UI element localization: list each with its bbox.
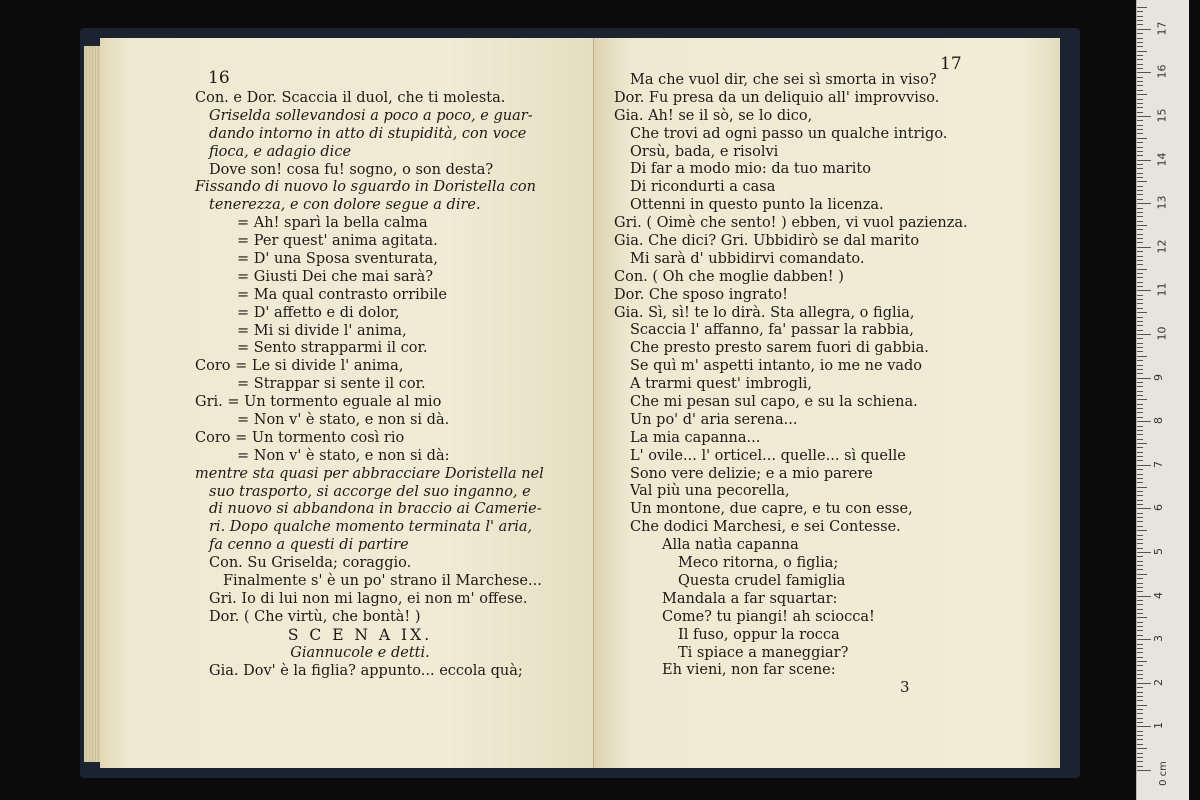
ruler-tick <box>1137 609 1143 610</box>
text-line: Gia. Che dici? Gri. Ubbidirò se dal marito <box>614 233 920 250</box>
text-line: Orsù, bada, e risolvi <box>630 143 779 160</box>
ruler-tick <box>1137 194 1143 195</box>
ruler-tick <box>1137 687 1143 688</box>
ruler-tick <box>1137 125 1143 126</box>
ruler-tick <box>1137 33 1143 34</box>
ruler-tick <box>1137 574 1147 575</box>
text-line: Di far a modo mio: da tuo marito <box>630 161 871 178</box>
ruler-tick <box>1137 42 1143 43</box>
ruler-tick <box>1137 452 1143 453</box>
ruler-tick <box>1137 391 1143 392</box>
ruler-tick <box>1137 474 1143 475</box>
ruler-tick <box>1137 312 1147 313</box>
text-line: Dor. ( Che virtù, che bontà! ) <box>209 608 421 625</box>
text-line: = D' affetto e di dolor, <box>237 304 400 321</box>
text-line: Sono vere delizie; e a mio parere <box>630 465 873 482</box>
text-line: mentre sta quasi per abbracciare Doristella nel <box>195 465 544 482</box>
text-line: Ma che vuol dir, che sei sì smorta in viso? <box>630 72 937 88</box>
ruler-tick <box>1137 29 1151 30</box>
ruler-tick <box>1137 705 1147 706</box>
text-line: Finalmente s' è un po' strano il Marchese... <box>223 573 542 590</box>
ruler-tick <box>1137 142 1143 143</box>
ruler-tick <box>1137 81 1143 82</box>
ruler-tick <box>1137 500 1143 501</box>
text-line: Dor. Fu presa da un deliquio all' improvviso. <box>614 89 940 106</box>
ruler-tick <box>1137 7 1147 8</box>
ruler-tick <box>1137 626 1143 627</box>
ruler-label: 16 <box>1155 64 1169 79</box>
ruler-label: 17 <box>1155 21 1169 36</box>
ruler-tick <box>1137 399 1147 400</box>
ruler-tick <box>1137 116 1151 117</box>
left-page-number: 16 <box>208 68 230 88</box>
text-line: Gia. Ah! se il sò, se lo dico, <box>614 107 813 124</box>
ruler-tick <box>1137 604 1143 605</box>
text-line: suo trasporto, si accorge del suo inganno, e <box>209 483 531 500</box>
ruler-tick <box>1137 469 1143 470</box>
ruler-tick <box>1137 661 1147 662</box>
ruler-label: 11 <box>1155 282 1169 297</box>
ruler-tick <box>1137 256 1143 257</box>
ruler-tick <box>1137 269 1147 270</box>
ruler-tick <box>1137 508 1151 509</box>
ruler-tick <box>1137 177 1143 178</box>
ruler-tick <box>1137 426 1143 427</box>
text-line: Mi sarà d' ubbidirvi comandato. <box>630 250 865 267</box>
text-line: L' ovile... l' orticel... quelle... sì quelle <box>630 447 906 464</box>
ruler-tick <box>1137 739 1143 740</box>
ruler-tick <box>1137 709 1143 710</box>
ruler-tick <box>1137 164 1143 165</box>
left-page-text <box>195 90 544 680</box>
ruler-tick <box>1137 251 1143 252</box>
text-line: Se quì m' aspetti intanto, io me ne vado <box>630 358 923 375</box>
ruler-tick <box>1137 112 1143 113</box>
text-line: = D' una Sposa sventurata, <box>237 251 438 268</box>
ruler-tick <box>1137 199 1143 200</box>
ruler-tick <box>1137 325 1143 326</box>
ruler-tick <box>1137 247 1151 248</box>
ruler-tick <box>1137 99 1143 100</box>
right-page-text <box>614 72 968 680</box>
ruler-tick <box>1137 652 1143 653</box>
ruler-tick <box>1137 147 1143 148</box>
ruler-tick <box>1137 360 1143 361</box>
ruler-tick <box>1137 504 1143 505</box>
text-line: Gia. Dov' è la figlia? appunto... eccola quà; <box>209 662 523 679</box>
text-line: Il fuso, oppur la rocca <box>678 626 840 643</box>
ruler-tick <box>1137 260 1143 261</box>
ruler-label: 15 <box>1155 108 1169 123</box>
text-line: Eh vieni, non far scene: <box>662 662 836 679</box>
ruler-tick <box>1137 168 1143 169</box>
ruler-tick <box>1137 282 1143 283</box>
ruler-tick <box>1137 412 1143 413</box>
ruler-tick <box>1137 334 1151 335</box>
ruler-tick <box>1137 465 1151 466</box>
text-line: Come? tu piangi! ah sciocca! <box>662 608 875 625</box>
ruler-tick <box>1137 744 1143 745</box>
text-line: Ti spiace a maneggiar? <box>678 644 849 661</box>
ruler-tick <box>1137 639 1151 640</box>
ruler-unit-label: 0 cm <box>1157 761 1169 786</box>
ruler-tick <box>1137 735 1143 736</box>
ruler-tick <box>1137 761 1143 762</box>
ruler-tick <box>1137 434 1143 435</box>
ruler-tick <box>1137 726 1151 727</box>
ruler-tick <box>1137 190 1143 191</box>
open-book <box>100 38 1060 768</box>
ruler-tick <box>1137 286 1143 287</box>
ruler-tick <box>1137 133 1143 134</box>
ruler-tick <box>1137 273 1143 274</box>
ruler-label: 10 <box>1155 326 1169 341</box>
ruler-tick <box>1137 160 1151 161</box>
text-line: fioca, e adagio dice <box>209 143 352 160</box>
ruler-tick <box>1137 613 1143 614</box>
ruler-tick <box>1137 635 1143 636</box>
ruler-tick <box>1137 138 1147 139</box>
ruler-label: 13 <box>1155 195 1169 210</box>
text-line: = Sento strapparmi il cor. <box>237 340 428 357</box>
ruler-tick <box>1137 552 1151 553</box>
ruler-tick <box>1137 373 1143 374</box>
ruler-tick <box>1137 129 1143 130</box>
ruler-tick <box>1137 221 1143 222</box>
ruler-tick <box>1137 64 1143 65</box>
ruler-tick <box>1137 569 1143 570</box>
ruler-tick <box>1137 521 1143 522</box>
text-line: La mia capanna... <box>630 429 761 446</box>
ruler-tick <box>1137 77 1143 78</box>
ruler-tick <box>1137 722 1143 723</box>
ruler-tick <box>1137 11 1143 12</box>
ruler-tick <box>1137 487 1147 488</box>
ruler-label: 3 <box>1152 635 1165 643</box>
ruler-tick <box>1137 482 1143 483</box>
text-line: = Giusti Dei che mai sarà? <box>237 268 434 285</box>
text-line: Con. ( Oh che moglie dabben! ) <box>614 268 844 285</box>
ruler-tick <box>1137 600 1143 601</box>
text-line: Che mi pesan sul capo, e su la schiena. <box>630 394 918 411</box>
ruler-tick <box>1137 290 1151 291</box>
text-line: dando intorno in atto di stupidità, con voce <box>209 125 527 142</box>
ruler-label: 12 <box>1155 239 1169 254</box>
ruler-tick <box>1137 277 1143 278</box>
ruler-tick <box>1137 317 1143 318</box>
ruler-tick <box>1137 417 1143 418</box>
ruler-tick <box>1137 430 1143 431</box>
ruler-tick <box>1137 421 1151 422</box>
ruler-tick <box>1137 365 1143 366</box>
ruler-label: 14 <box>1155 152 1169 167</box>
text-line: Gia. Sì, sì! te lo dirà. Sta allegra, o figlia, <box>614 304 915 321</box>
ruler-tick <box>1137 51 1147 52</box>
text-line: A trarmi quest' imbrogli, <box>630 376 812 393</box>
ruler-tick <box>1137 543 1143 544</box>
ruler-tick <box>1137 347 1143 348</box>
ruler-tick <box>1137 630 1143 631</box>
ruler-tick <box>1137 395 1143 396</box>
ruler-tick <box>1137 16 1143 17</box>
text-line: = Non v' è stato, e non si dà. <box>237 412 450 429</box>
ruler-tick <box>1137 155 1143 156</box>
ruler-tick <box>1137 596 1151 597</box>
ruler-tick <box>1137 103 1143 104</box>
right-page-number: 17 <box>940 54 962 74</box>
ruler-tick <box>1137 24 1143 25</box>
ruler-tick <box>1137 617 1147 618</box>
ruler-tick <box>1137 173 1143 174</box>
ruler-tick <box>1137 238 1143 239</box>
ruler-tick <box>1137 539 1143 540</box>
ruler-tick <box>1137 234 1143 235</box>
ruler-tick <box>1137 718 1143 719</box>
text-line: di nuovo si abbandona in braccio ai Camerie- <box>209 501 542 518</box>
text-line: Un po' d' aria serena... <box>630 411 798 428</box>
ruler-tick <box>1137 120 1143 121</box>
text-line: = Strappar si sente il cor. <box>237 376 426 393</box>
ruler-tick <box>1137 151 1143 152</box>
text-line: Che trovi ad ogni passo un qualche intrigo. <box>630 125 948 142</box>
text-line: Con. Su Griselda; coraggio. <box>209 555 412 572</box>
measuring-ruler <box>1136 0 1189 800</box>
text-line: Scaccia l' affanno, fa' passar la rabbia, <box>630 322 914 339</box>
ruler-tick <box>1137 203 1151 204</box>
ruler-tick <box>1137 753 1143 754</box>
ruler-tick <box>1137 351 1143 352</box>
ruler-tick <box>1137 404 1143 405</box>
ruler-tick <box>1137 565 1143 566</box>
ruler-tick <box>1137 587 1143 588</box>
ruler-tick <box>1137 356 1147 357</box>
ruler-tick <box>1137 692 1143 693</box>
ruler-tick <box>1137 548 1143 549</box>
ruler-label: 5 <box>1152 548 1165 555</box>
ruler-tick <box>1137 731 1143 732</box>
ruler-tick <box>1137 748 1147 749</box>
text-line: Dor. Che sposo ingrato! <box>614 286 788 303</box>
ruler-tick <box>1137 530 1147 531</box>
ruler-tick <box>1137 321 1143 322</box>
signature-mark: 3 <box>900 678 910 696</box>
ruler-label: 2 <box>1152 678 1165 686</box>
ruler-tick <box>1137 303 1143 304</box>
ruler-tick <box>1137 242 1143 243</box>
ruler-tick <box>1137 55 1143 56</box>
ruler-label: 7 <box>1152 460 1165 468</box>
ruler-tick <box>1137 216 1143 217</box>
text-line: Gri. ( Oimè che sento! ) ebben, vi vuol pazienza. <box>614 215 968 232</box>
text-line: = Per quest' anima agitata. <box>237 233 438 250</box>
ruler-tick <box>1137 578 1143 579</box>
ruler-tick <box>1137 770 1151 771</box>
text-line: Gri. Io di lui non mi lagno, ei non m' offese. <box>209 590 528 607</box>
text-line: Mandala a far squartar: <box>662 590 838 607</box>
ruler-tick <box>1137 46 1143 47</box>
ruler-label: 6 <box>1152 504 1165 512</box>
ruler-tick <box>1137 665 1143 666</box>
ruler-tick <box>1137 683 1151 684</box>
text-line: Coro = Un tormento così rio <box>195 429 405 446</box>
text-line: ri. Dopo qualche momento terminata l' aria, <box>209 519 533 536</box>
ruler-tick <box>1137 382 1143 383</box>
ruler-tick <box>1137 456 1143 457</box>
ruler-tick <box>1137 713 1143 714</box>
ruler-tick <box>1137 700 1143 701</box>
ruler-tick <box>1137 369 1143 370</box>
ruler-tick <box>1137 295 1143 296</box>
ruler-tick <box>1137 513 1143 514</box>
text-line: Ottenni in questo punto la licenza. <box>630 197 884 214</box>
ruler-label: 8 <box>1152 417 1165 425</box>
text-line: = Non v' è stato, e non si dà: <box>237 447 450 464</box>
ruler-tick <box>1137 208 1143 209</box>
ruler-tick <box>1137 181 1147 182</box>
ruler-tick <box>1137 495 1143 496</box>
ruler-tick <box>1137 68 1143 69</box>
text-line: Val più una pecorella, <box>630 483 790 500</box>
text-line: = Mi si divide l' anima, <box>237 322 407 339</box>
ruler-tick <box>1137 90 1143 91</box>
text-line: Con. e Dor. Scaccia il duol, che ti molesta. <box>195 90 506 106</box>
left-page <box>100 38 594 768</box>
text-line: Alla natìa capanna <box>662 537 799 554</box>
ruler-tick <box>1137 229 1143 230</box>
ruler-tick <box>1137 670 1143 671</box>
ruler-tick <box>1137 212 1143 213</box>
ruler-tick <box>1137 622 1143 623</box>
ruler-tick <box>1137 408 1143 409</box>
ruler-tick <box>1137 59 1143 60</box>
text-line: Giannucole e detti. <box>290 644 430 661</box>
text-line: = Ah! sparì la bella calma <box>237 215 428 232</box>
ruler-tick <box>1137 674 1143 675</box>
right-page <box>594 38 1060 768</box>
ruler-tick <box>1137 583 1143 584</box>
text-line: Meco ritorna, o figlia; <box>678 555 839 572</box>
text-line: Di ricondurti a casa <box>630 179 776 196</box>
ruler-tick <box>1137 644 1143 645</box>
ruler-tick <box>1137 517 1143 518</box>
text-line: Che presto presto sarem fuori di gabbia. <box>630 340 929 357</box>
ruler-tick <box>1137 648 1143 649</box>
ruler-tick <box>1137 343 1143 344</box>
ruler-tick <box>1137 460 1143 461</box>
ruler-tick <box>1137 330 1143 331</box>
ruler-label: 4 <box>1152 591 1165 599</box>
ruler-tick <box>1137 378 1151 379</box>
ruler-tick <box>1137 766 1143 767</box>
ruler-label: 9 <box>1152 373 1165 381</box>
ruler-tick <box>1137 478 1143 479</box>
ruler-tick <box>1137 186 1143 187</box>
ruler-tick <box>1137 107 1143 108</box>
text-line: Dove son! cosa fu! sogno, o son desta? <box>209 161 494 178</box>
text-line: tenerezza, e con dolore segue a dire. <box>209 197 481 214</box>
text-line: Coro = Le si divide l' anima, <box>195 358 404 375</box>
ruler-tick <box>1137 561 1143 562</box>
ruler-tick <box>1137 72 1151 73</box>
ruler-tick <box>1137 657 1143 658</box>
text-line: Un montone, due capre, e tu con esse, <box>630 501 913 518</box>
ruler-label: 1 <box>1152 722 1165 730</box>
ruler-tick <box>1137 556 1143 557</box>
ruler-tick <box>1137 20 1143 21</box>
ruler-tick <box>1137 308 1143 309</box>
ruler-tick <box>1137 386 1143 387</box>
text-line: Griselda sollevandosi a poco a poco, e guar- <box>209 107 533 124</box>
text-line: Che dodici Marchesi, e sei Contesse. <box>630 519 901 536</box>
ruler-tick <box>1137 94 1147 95</box>
text-line: Gri. = Un tormento eguale al mio <box>195 394 442 411</box>
ruler-tick <box>1137 696 1143 697</box>
ruler-tick <box>1137 338 1143 339</box>
ruler-tick <box>1137 225 1147 226</box>
ruler-tick <box>1137 757 1143 758</box>
text-line: S C E N A IX. <box>287 625 433 644</box>
ruler-tick <box>1137 491 1143 492</box>
ruler-tick <box>1137 526 1143 527</box>
ruler-tick <box>1137 447 1143 448</box>
text-line: fa cenno a questi di partire <box>209 537 409 554</box>
ruler-tick <box>1137 535 1143 536</box>
text-line: Questa crudel famiglia <box>678 572 846 589</box>
text-line: = Ma qual contrasto orribile <box>237 286 447 303</box>
ruler-tick <box>1137 443 1147 444</box>
ruler-tick <box>1137 38 1143 39</box>
ruler-tick <box>1137 264 1143 265</box>
text-line: Fissando di nuovo lo sguardo in Doristella con <box>195 179 536 196</box>
ruler-tick <box>1137 299 1143 300</box>
ruler-tick <box>1137 439 1143 440</box>
ruler-tick <box>1137 591 1143 592</box>
ruler-tick <box>1137 678 1143 679</box>
ruler-tick <box>1137 85 1143 86</box>
